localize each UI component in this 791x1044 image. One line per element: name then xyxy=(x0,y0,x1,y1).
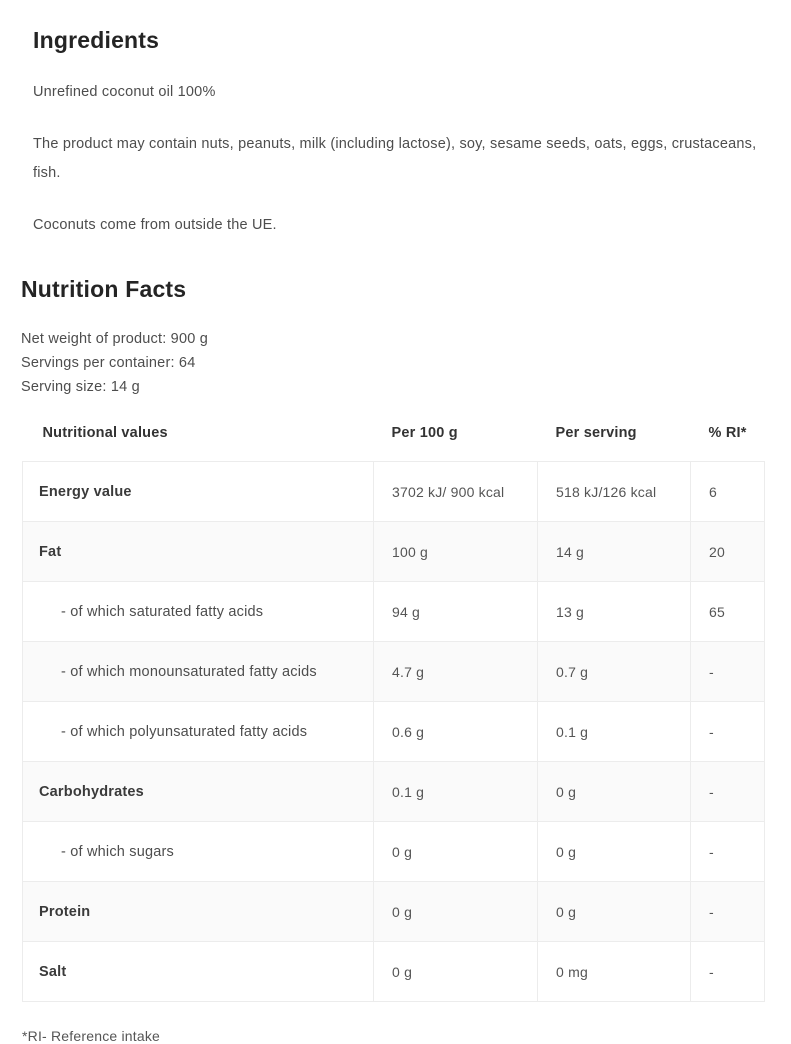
row-label: - of which polyunsaturated fatty acids xyxy=(23,702,374,762)
per-100g-value: 94 g xyxy=(374,582,538,642)
per-100g-value: 0.1 g xyxy=(374,762,538,822)
reference-intake-footnote: *RI- Reference intake xyxy=(22,1028,161,1044)
table-row xyxy=(23,522,765,582)
ingredients-section xyxy=(33,26,767,240)
table-row xyxy=(23,822,765,882)
ri-value: 65 xyxy=(691,582,765,642)
origin-paragraph: Coconuts come from outside the UE. xyxy=(33,217,277,233)
per-100g-value: 3702 kJ/ 900 kcal xyxy=(374,462,538,522)
table-row xyxy=(23,702,765,762)
row-label: Carbohydrates xyxy=(23,762,374,822)
row-label: - of which monounsaturated fatty acids xyxy=(23,642,374,702)
serving-size-line: Serving size: 14 g xyxy=(21,379,140,395)
ri-value: 20 xyxy=(691,522,765,582)
header-percent-ri: % RI* xyxy=(691,425,765,462)
per-serving-value: 0.1 g xyxy=(538,702,691,762)
header-per-serving: Per serving xyxy=(538,425,691,462)
nutrition-facts-section xyxy=(21,275,767,1044)
per-serving-value: 0 g xyxy=(538,822,691,882)
nutrition-table xyxy=(22,425,765,1002)
allergen-paragraph: The product may contain nuts, peanuts, milk (including lactose), soy, sesame seeds, oats, eggs, crustaceans, fish. xyxy=(33,136,757,181)
ingredients-title: Ingredients xyxy=(33,27,160,53)
header-per-100g: Per 100 g xyxy=(374,425,538,462)
per-serving-value: 0 g xyxy=(538,762,691,822)
table-row xyxy=(23,462,765,522)
header-nutritional-values: Nutritional values xyxy=(23,425,374,462)
nutrition-facts-title: Nutrition Facts xyxy=(21,276,187,302)
per-serving-value: 518 kJ/126 kcal xyxy=(538,462,691,522)
table-header-row xyxy=(23,425,765,462)
per-serving-value: 0.7 g xyxy=(538,642,691,702)
row-label: Salt xyxy=(23,942,374,1002)
per-100g-value: 100 g xyxy=(374,522,538,582)
ri-value: - xyxy=(691,702,765,762)
ingredients-paragraph: Unrefined coconut oil 100% xyxy=(33,84,216,100)
servings-per-container-line: Servings per container: 64 xyxy=(21,355,196,371)
row-label: Fat xyxy=(23,522,374,582)
table-row xyxy=(23,942,765,1002)
table-row xyxy=(23,642,765,702)
net-weight-line: Net weight of product: 900 g xyxy=(21,331,208,347)
per-serving-value: 0 mg xyxy=(538,942,691,1002)
per-serving-value: 0 g xyxy=(538,882,691,942)
per-100g-value: 0 g xyxy=(374,942,538,1002)
ri-value: 6 xyxy=(691,462,765,522)
per-100g-value: 0 g xyxy=(374,822,538,882)
row-label: Protein xyxy=(23,882,374,942)
row-label: - of which sugars xyxy=(23,822,374,882)
per-serving-value: 13 g xyxy=(538,582,691,642)
table-row xyxy=(23,762,765,822)
table-row xyxy=(23,882,765,942)
ri-value: - xyxy=(691,822,765,882)
per-100g-value: 0.6 g xyxy=(374,702,538,762)
per-100g-value: 4.7 g xyxy=(374,642,538,702)
row-label: Energy value xyxy=(23,462,374,522)
per-serving-value: 14 g xyxy=(538,522,691,582)
ri-value: - xyxy=(691,762,765,822)
row-label: - of which saturated fatty acids xyxy=(23,582,374,642)
ri-value: - xyxy=(691,942,765,1002)
table-row xyxy=(23,582,765,642)
per-100g-value: 0 g xyxy=(374,882,538,942)
serving-info-block xyxy=(21,327,767,399)
ri-value: - xyxy=(691,642,765,702)
ri-value: - xyxy=(691,882,765,942)
